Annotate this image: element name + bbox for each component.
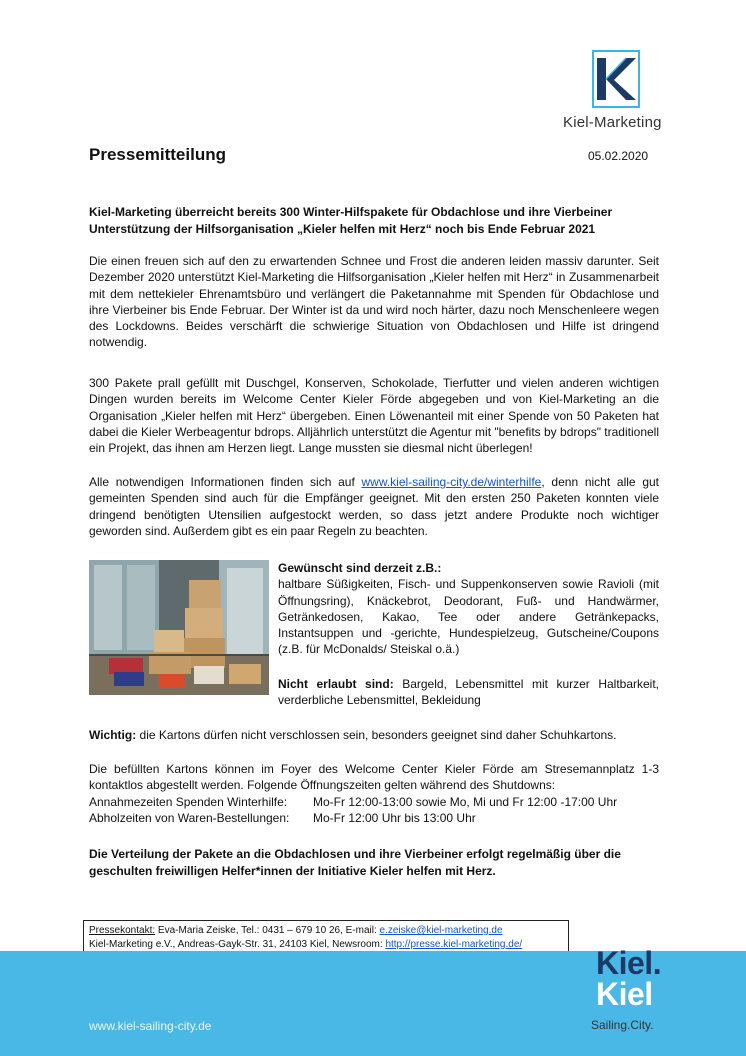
press-contact-box <box>83 920 569 954</box>
wanted-items <box>278 560 659 658</box>
not-allowed-heading: Nicht erlaubt sind: <box>278 677 394 691</box>
paragraph-3 <box>89 474 659 539</box>
important-text: die Kartons dürfen nicht verschlossen sein, besonders geeignet sind daher Schuhkartons. <box>136 728 617 742</box>
newsroom-link[interactable]: http://presse.kiel-marketing.de/ <box>385 938 523 950</box>
dropoff-intro <box>89 761 659 794</box>
dropoff-intro-text: Die befüllten Kartons können im Foyer des Welcome Center Kieler Förde am Stresemannplatz 1-3 kontaktlos abgestellt werden. Folgende Öffnungszeiten gelten während des Shutdowns: <box>89 762 659 793</box>
not-allowed-items <box>278 676 659 709</box>
kiel-logo-top-text: Kiel. <box>596 945 662 981</box>
footer-slogan: Sailing.City. <box>591 1018 654 1032</box>
not-allowed-text: Bargeld, Lebensmittel mit kurzer Haltbarkeit, verderbliche Lebensmittel, Bekleidung <box>278 677 660 708</box>
footer-url: www.kiel-sailing-city.de <box>89 1019 212 1033</box>
kiel-logo-bottom-text: Kiel <box>596 976 653 1012</box>
wanted-heading: Gewünscht sind derzeit z.B.: <box>278 561 442 575</box>
document-date: 05.02.2020 <box>588 149 649 163</box>
headline: Kiel-Marketing überreicht bereits 300 Winter-Hilfspakete für Obdachlose und ihre Vierbeiner Unterstützung der Hilfsorganisation „Kieler helfen mit Herz“ noch bis Ende Februar 2021 <box>89 205 613 236</box>
paragraph-2-text: 300 Pakete prall gefüllt mit Duschgel, Konserven, Schokolade, Tierfutter und vielen anderen wichtigen Dingen wurden bereits im Welcome Center Kieler Förde abgegeben und von Kiel-Marketing an die Organisation „Kieler helfen mit Herz“ übergeben. Einen Löwenanteil mit einer Spende von 50 Paketen hat dabei die Kieler Werbeagentur bdrops. Alljährlich unterstützt die Agentur mit "benefits by bdrops" traditionell ein Projekt, das ihnen am Herzen liegt. Lange mussten sie diesmal nicht überlegen! <box>89 376 659 456</box>
pickup-times-value: Mo-Fr 12:00 Uhr bis 13:00 Uhr <box>313 811 476 826</box>
wanted-text: haltbare Süßigkeiten, Fisch- und Suppenkonserven sowie Ravioli (mit Öffnungsring), Knäckebrot, Deodorant, Fuß- und Handwärmer, Getränkedosen, Kakao, Tee oder andere Getränkepacks, Instantsuppen und -gerichte, Hundespielzeug, Gutscheine/Coupons (z.B. für McDonalds/ Steiskal o.ä.) <box>278 577 659 657</box>
donation-boxes-photo <box>89 560 269 695</box>
pickup-times-label: Abholzeiten von Waren-Bestellungen: <box>89 811 290 826</box>
press-contact-text: Eva-Maria Zeiske, Tel.: 0431 – 679 10 26, E-mail: <box>155 925 380 936</box>
opening-times-row <box>89 794 617 810</box>
press-address-text: Kiel-Marketing e.V., Andreas-Gayk-Str. 31, 24103 Kiel, Newsroom: <box>89 938 386 950</box>
paragraph-1 <box>89 253 659 351</box>
pickup-times-row <box>89 810 617 826</box>
paragraph-1-text: Die einen freuen sich auf den zu erwartenden Schnee und Frost die anderen leiden massiv darunter. Seit Dezember 2020 unterstützt Kiel-Marketing die Hilfsorganisation „Kieler helfen mit Herz“ in Zusammenarbeit mit dem nettekieler Ehrenamtsbüro und verlängert die Paketannahme mit Spenden für Obdachlose und ihre Vierbeiner bis Ende Februar. Der Winter ist da und wird noch härter, dazu noch Menschenleere wegen des Lockdowns. Beides verschärft die schwierige Situation von Obdachlosen und Hilfe ist dringend notwendig. <box>89 254 659 350</box>
kiel-sailing-city-logo <box>596 945 676 1014</box>
opening-times-label: Annahmezeiten Spenden Winterhilfe: <box>89 795 288 809</box>
kiel-marketing-logo-mark <box>592 50 640 108</box>
paragraph-3-text-a: Alle notwendigen Informationen finden sich auf <box>89 475 362 489</box>
document-title: Pressemitteilung <box>89 145 226 164</box>
opening-times-value: Mo-Fr 12:00-13:00 sowie Mo, Mi und Fr 12:00 -17:00 Uhr <box>313 795 618 809</box>
paragraph-2 <box>89 375 659 456</box>
kiel-marketing-logo-text: Kiel-Marketing <box>563 114 662 131</box>
press-email-link[interactable]: e.zeiske@kiel-marketing.de <box>379 925 503 936</box>
closing-statement: Die Verteilung der Pakete an die Obdachlosen und ihre Vierbeiner erfolgt regelmäßig über die geschulten freiwilligen Helfer*innen der Initiative Kieler helfen mit Herz. <box>89 847 621 878</box>
important-note <box>89 727 659 743</box>
important-label: Wichtig: <box>89 728 137 742</box>
opening-times <box>89 794 617 827</box>
press-contact-label: Pressekontakt: <box>89 925 156 936</box>
paragraph-3-text-b: , denn nicht alle gut gemeinten Spenden sind auch für die Empfänger geeignet. Mit den ersten 250 Paketen konnten viele dringend benötigten Utensilien aufgestockt werden, so dass jetzt andere Produkte noch wichtiger geworden sind. Außerdem gibt es ein paar Regeln zu beachten. <box>89 475 659 538</box>
press-contact-line-1 <box>89 924 563 938</box>
winterhilfe-link[interactable]: www.kiel-sailing-city.de/winterhilfe <box>361 475 542 489</box>
press-contact-line-2 <box>89 938 563 952</box>
